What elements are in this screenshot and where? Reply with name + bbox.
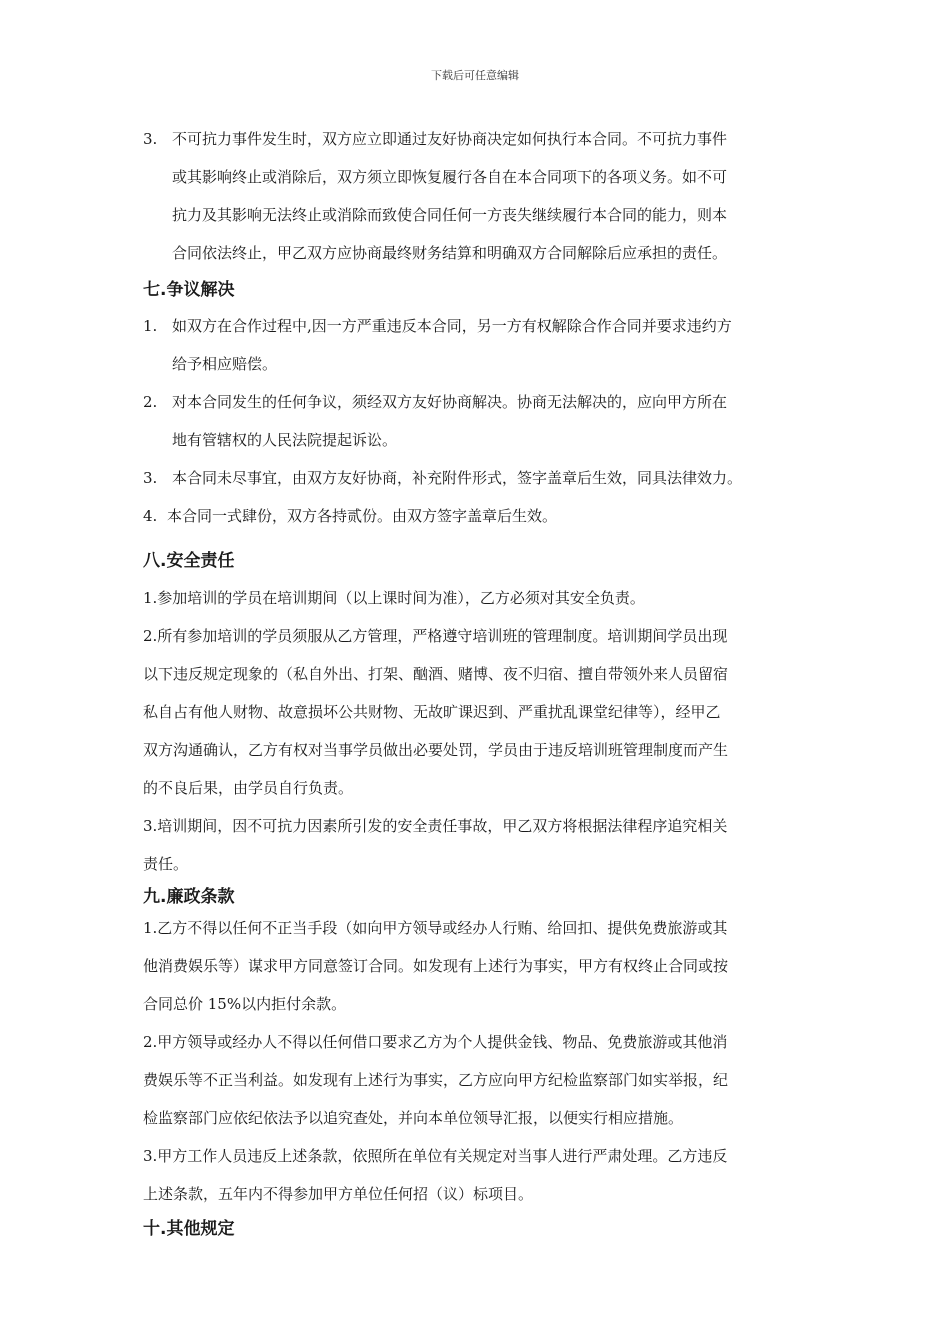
section-heading-other: 十.其他规定 xyxy=(143,1219,235,1239)
clause-line: 3.甲方工作人员违反上述条款，依照所在单位有关规定对当事人进行严肃处理。乙方违反 xyxy=(143,1147,728,1165)
clause-line: 双方沟通确认，乙方有权对当事学员做出必要处罚，学员由于违反培训班管理制度而产生 xyxy=(143,741,729,759)
integrity-clauses xyxy=(143,909,813,1213)
clause-line: 的不良后果，由学员自行负责。 xyxy=(143,779,354,797)
clause-line: 1. 如双方在合作过程中,因一方严重违反本合同，另一方有权解除合作合同并要求违约方 xyxy=(143,317,732,335)
clause-line: 4. 本合同一式肆份，双方各持贰份。由双方签字盖章后生效。 xyxy=(143,507,558,525)
clause-line: 责任。 xyxy=(143,855,189,873)
clause-number: 3. xyxy=(143,130,158,148)
clause-line: 3. 本合同未尽事宜，由双方友好协商，补充附件形式，签字盖章后生效，同具法律效力。 xyxy=(143,469,743,487)
clause-line: 给予相应赔偿。 xyxy=(172,355,278,373)
dispute-clauses xyxy=(143,307,813,535)
page-header: 下载后可任意编辑 xyxy=(431,69,519,82)
clause-line: 3.培训期间，因不可抗力因素所引发的安全责任事故，甲乙双方将根据法律程序追究相关 xyxy=(143,817,728,835)
clause-line: 合同总价 15%以内拒付余款。 xyxy=(143,995,347,1013)
clause-line: 1.参加培训的学员在培训期间（以上课时间为准），乙方必须对其安全负责。 xyxy=(143,589,645,607)
force-majeure-clause xyxy=(143,120,813,272)
clause-line: 费娱乐等不正当利益。如发现有上述行为事实，乙方应向甲方纪检监察部门如实举报，纪 xyxy=(143,1071,729,1089)
clause-line: 2.所有参加培训的学员须服从乙方管理，严格遵守培训班的管理制度。培训期间学员出现 xyxy=(143,627,728,645)
clause-line: 1.乙方不得以任何不正当手段（如向甲方领导或经办人行贿、给回扣、提供免费旅游或其 xyxy=(143,919,728,937)
clause-line: 以下违反规定现象的（私自外出、打架、酗酒、赌博、夜不归宿、擅自带领外来人员留宿 xyxy=(143,665,729,683)
section-heading-dispute: 七.争议解决 xyxy=(143,280,235,300)
clause-line: 检监察部门应依纪依法予以追究查处，并向本单位领导汇报，以便实行相应措施。 xyxy=(143,1109,684,1127)
clause-line: 私自占有他人财物、故意损坏公共财物、无故旷课迟到、严重扰乱课堂纪律等），经甲乙 xyxy=(143,703,721,721)
clause-line: 2. 对本合同发生的任何争议，须经双方友好协商解决。协商无法解决的，应向甲方所在 xyxy=(143,393,728,411)
safety-clauses xyxy=(143,579,813,883)
document-body xyxy=(143,120,813,1241)
clause-line: 他消费娱乐等）谋求甲方同意签订合同。如发现有上述行为事实，甲方有权终止合同或按 xyxy=(143,957,729,975)
clause-line: 地有管辖权的人民法院提起诉讼。 xyxy=(172,431,398,449)
clause-line: 3. 不可抗力事件发生时，双方应立即通过友好协商决定如何执行本合同。不可抗力事件 xyxy=(143,120,813,158)
clause-line: 合同依法终止，甲乙双方应协商最终财务结算和明确双方合同解除后应承担的责任。 xyxy=(172,244,728,262)
section-heading-safety: 八.安全责任 xyxy=(143,551,235,571)
section-heading-integrity: 九.廉政条款 xyxy=(143,887,235,907)
clause-line: 上述条款，五年内不得参加甲方单位任何招（议）标项目。 xyxy=(143,1185,534,1203)
clause-line: 抗力及其影响无法终止或消除而致使合同任何一方丧失继续履行本合同的能力，则本 xyxy=(172,206,728,224)
clause-line: 2.甲方领导或经办人不得以任何借口要求乙方为个人提供金钱、物品、免费旅游或其他消 xyxy=(143,1033,728,1051)
clause-line: 或其影响终止或消除后，双方须立即恢复履行各自在本合同项下的各项义务。如不可 xyxy=(172,168,728,186)
